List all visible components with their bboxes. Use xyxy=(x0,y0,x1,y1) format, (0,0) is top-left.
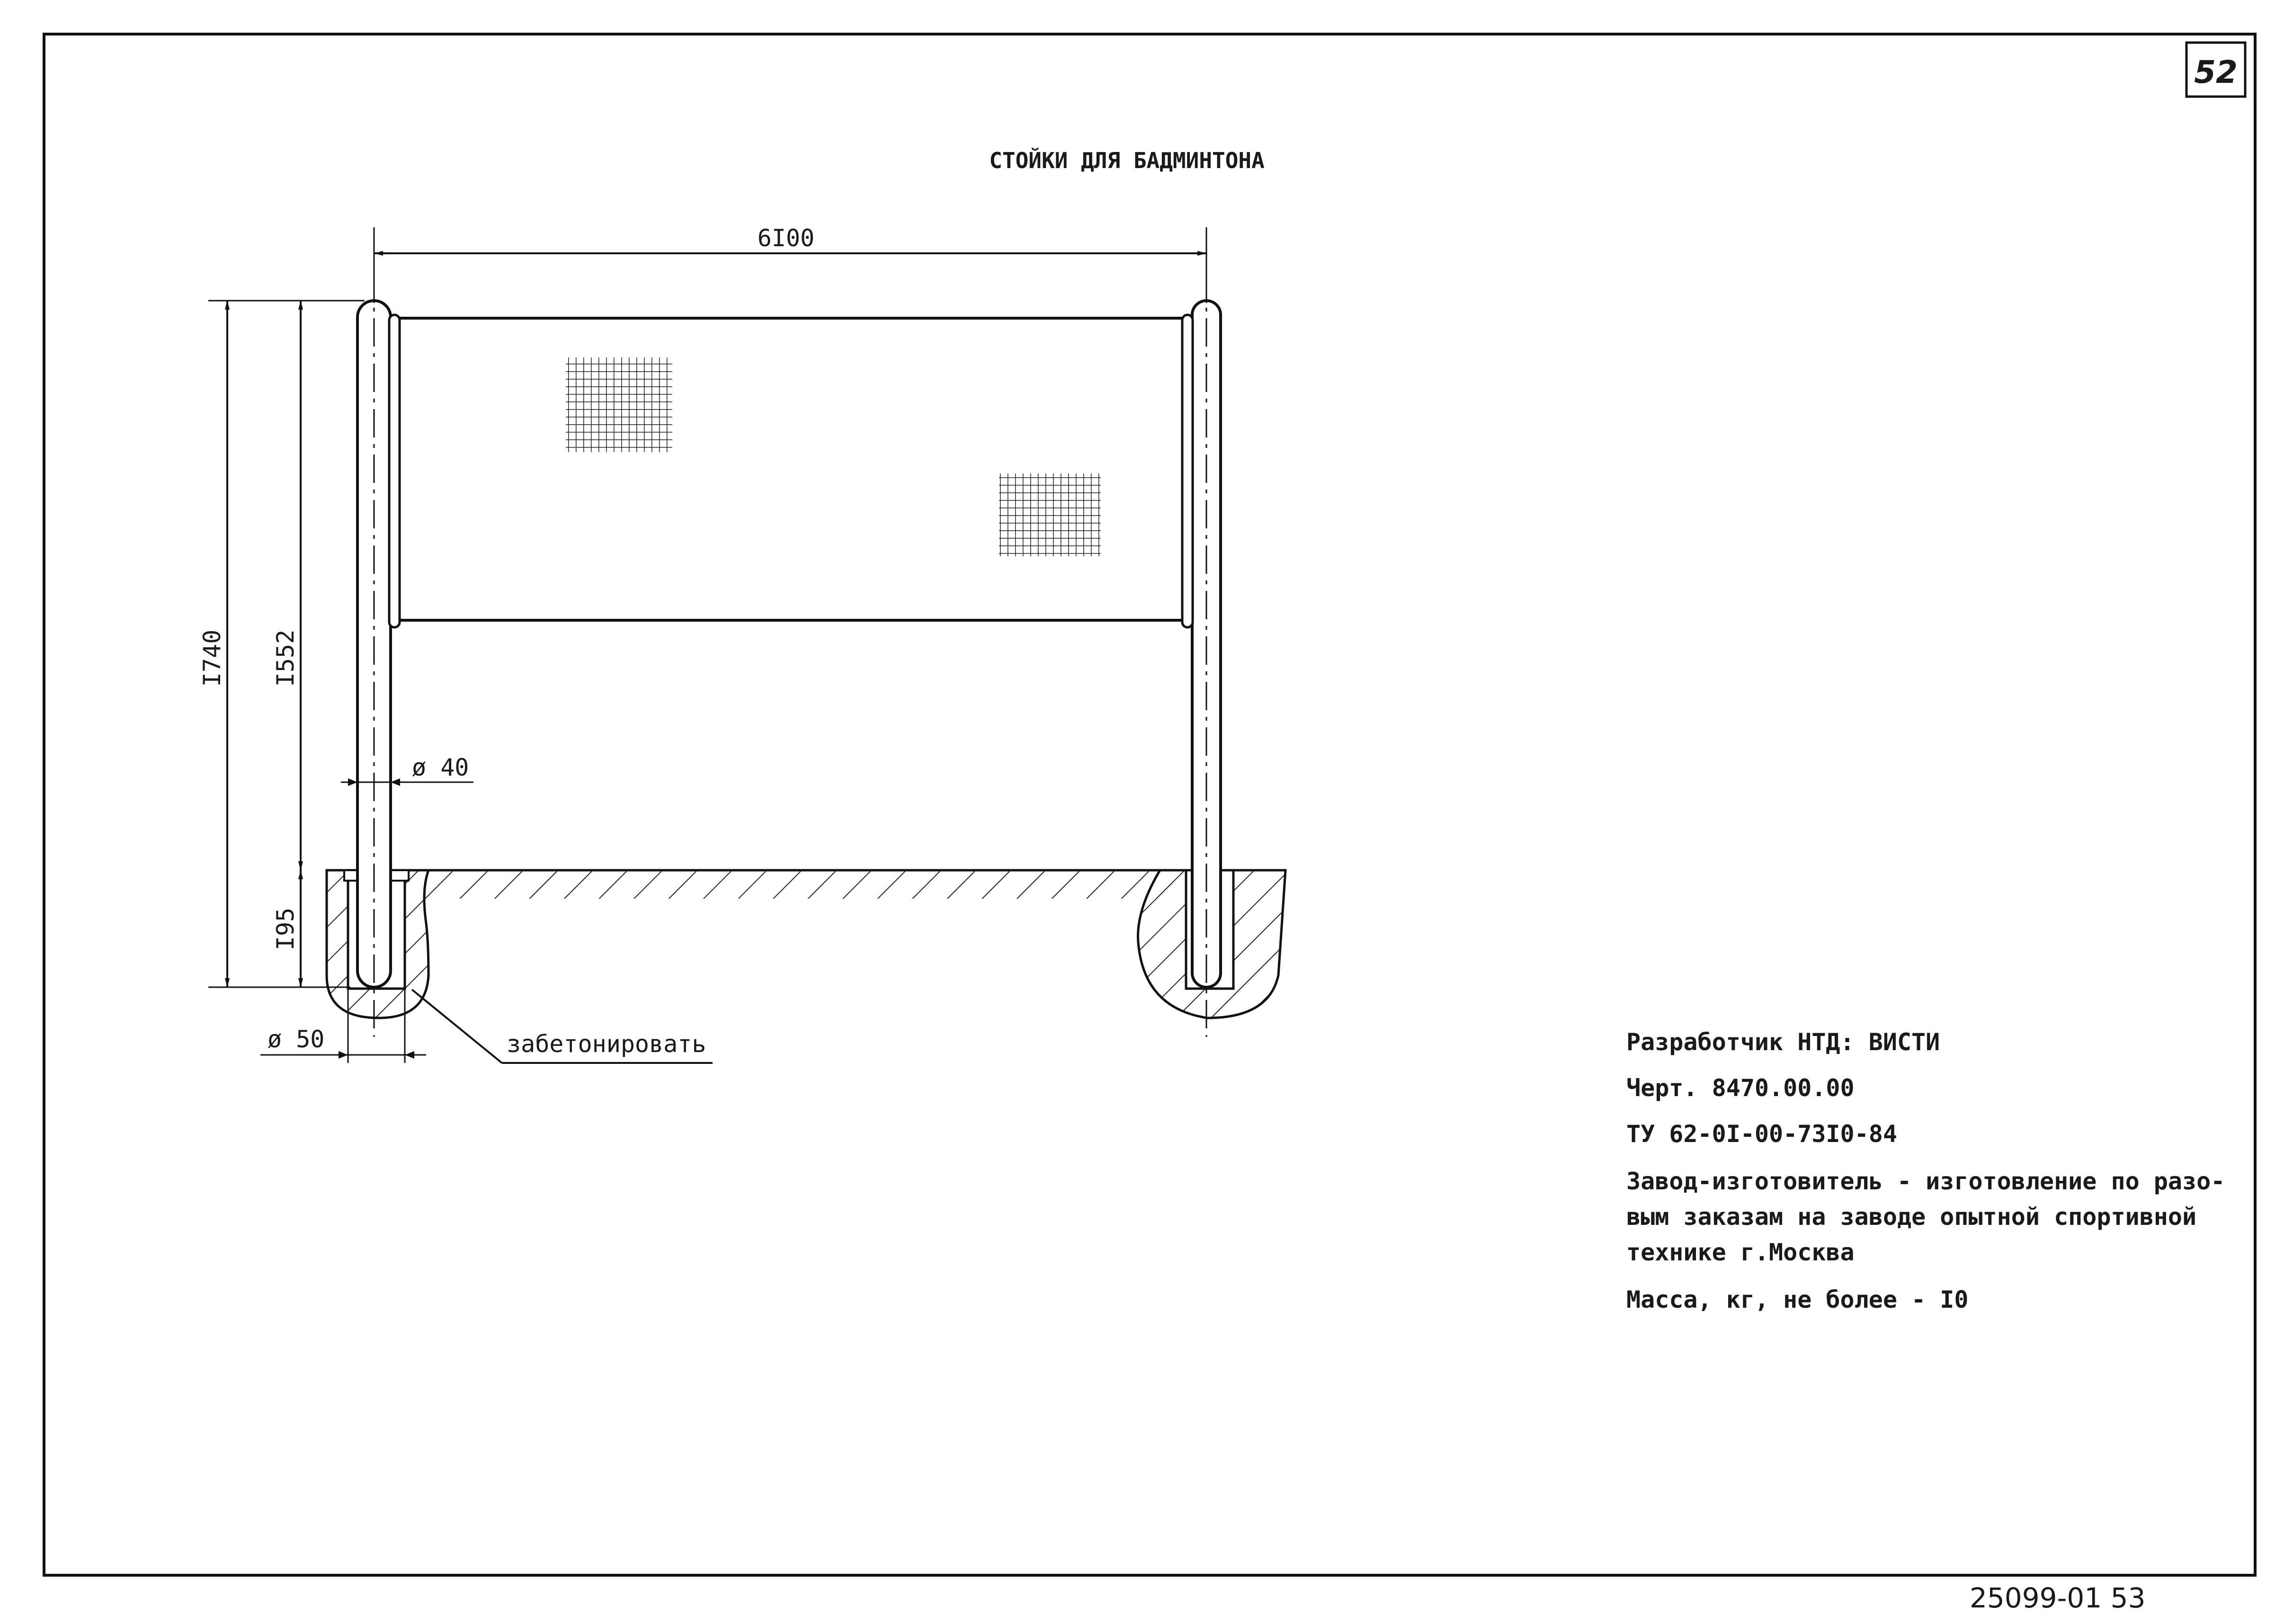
info-manufacturer-line-1: Завод-изготовитель - изготовление по разо- xyxy=(1626,1168,2225,1195)
net-left-rod xyxy=(389,315,400,627)
ground-hatching xyxy=(417,870,1174,899)
info-drawing-number: Черт. 8470.00.00 xyxy=(1626,1074,1855,1102)
dim-post-diameter-label: ø 40 xyxy=(412,754,469,781)
info-mass: Масса, кг, не более - I0 xyxy=(1626,1286,1969,1313)
dim-embedment-label: I95 xyxy=(272,907,299,951)
drawing-title: СТОЙКИ ДЛЯ БАДМИНТОНА xyxy=(989,148,1265,173)
dim-above-ground-height-label: I552 xyxy=(272,629,299,687)
concreted-note: забетонировать xyxy=(507,1030,706,1058)
page-number: 52 xyxy=(2194,54,2238,90)
net-mesh-patch xyxy=(566,357,672,452)
dim-sleeve-diameter-label: ø 50 xyxy=(268,1026,325,1053)
info-manufacturer-line-3: технике г.Москва xyxy=(1626,1239,1855,1266)
concreted-leader-line xyxy=(412,990,502,1063)
dim-sleeve-diameter-arrow xyxy=(405,1051,414,1059)
info-manufacturer-line-2: вым заказам на заводе опытной спортивной xyxy=(1626,1203,2197,1231)
info-specification: ТУ 62-0I-00-73I0-84 xyxy=(1626,1120,1897,1148)
net-mesh-patch xyxy=(999,473,1101,556)
archive-number: 25099-01 53 xyxy=(1970,1582,2146,1614)
dim-sleeve-diameter-arrow xyxy=(339,1051,348,1059)
info-developer: Разработчик НТД: ВИСТИ xyxy=(1626,1028,1940,1056)
dim-width-label: 6I00 xyxy=(757,224,815,252)
dim-total-height-label: I740 xyxy=(198,629,226,687)
net-right-rod xyxy=(1182,315,1193,627)
